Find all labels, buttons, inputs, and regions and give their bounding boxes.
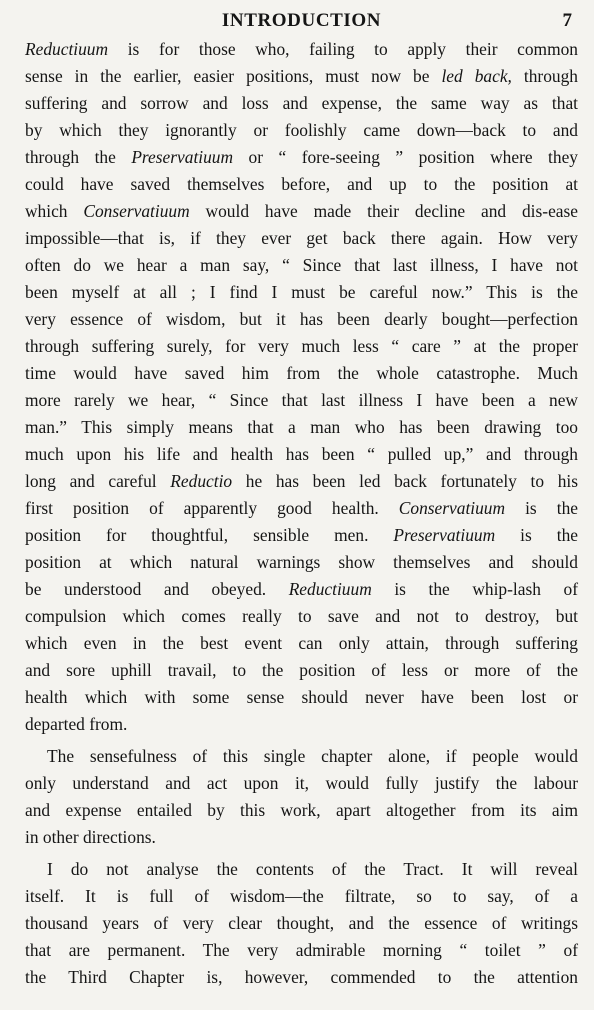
text-line (25, 657, 578, 684)
text-run: much upon his life and health has been “ pulled up,” and through (25, 444, 578, 464)
text-run: time would have saved him from the whole catastrophe. Much (25, 363, 578, 383)
text-run: through suffering surely, for very much less “ care ” at the proper (25, 336, 578, 356)
text-run: or “ fore-seeing ” position where they (233, 147, 579, 167)
text-line (25, 910, 578, 937)
text-run: the Third Chapter is, however, commended to the attention (25, 967, 578, 987)
running-header (25, 6, 578, 36)
paragraph (25, 856, 578, 991)
text-run: and sore uphill travail, to the position of less or more of the (25, 660, 578, 680)
text-run: is the whip-lash of (371, 579, 578, 599)
text-run: position for thoughtful, sensible men. (25, 525, 394, 545)
text-line (25, 603, 578, 630)
text-run: I do not analyse the contents of the Tract. It will reveal (47, 859, 578, 879)
text-line (25, 630, 578, 657)
text-run: suffering and sorrow and loss and expense, the same way as that (25, 93, 578, 113)
italic-term: Reductio (170, 471, 233, 491)
text-line (25, 743, 578, 770)
running-title: INTRODUCTION (221, 10, 382, 31)
text-run: health which with some sense should never have been lost or (25, 687, 578, 707)
text-run: very essence of wisdom, but it has been dearly bought—perfection (25, 309, 578, 329)
paragraph (25, 743, 578, 851)
text-run: is the (495, 525, 579, 545)
text-line (25, 306, 578, 333)
italic-term: Preservatiuum (393, 525, 496, 545)
text-line (25, 90, 578, 117)
italic-term: Reductiuum (25, 39, 109, 59)
text-line (25, 549, 578, 576)
text-line (25, 252, 578, 279)
text-run: thousand years of very clear thought, and the essence of writings (25, 913, 578, 933)
text-line (25, 797, 578, 824)
text-run: in other directions. (25, 827, 156, 847)
text-line (25, 937, 578, 964)
text-run: man.” This simply means that a man who has been drawing too (25, 417, 578, 437)
italic-term: Conservatiuum (398, 498, 506, 518)
text-line (25, 441, 578, 468)
text-run: be understood and obeyed. (25, 579, 289, 599)
text-line (25, 770, 578, 797)
italic-term: led back, (441, 66, 512, 86)
text-run: and expense entailed by this work, apart altogether from its aim (25, 800, 578, 820)
text-line (25, 824, 578, 851)
text-run: itself. It is full of wisdom—the filtrate, so to say, of a (25, 886, 578, 906)
text-run: more rarely we hear, “ Since that last illness I have been a new (25, 390, 578, 410)
text-run: only understand and act upon it, would fully justify the labour (25, 773, 578, 793)
text-run: been myself at all ; I find I must be careful now.” This is the (25, 282, 578, 302)
text-line (25, 117, 578, 144)
text-run: would have made their decline and dis-ease (189, 201, 578, 221)
text-run: he has been led back fortunately to his (232, 471, 578, 491)
text-line (25, 711, 578, 738)
italic-term: Conservatiuum (83, 201, 190, 221)
text-line (25, 576, 578, 603)
text-line (25, 225, 578, 252)
text-line (25, 171, 578, 198)
text-run: position at which natural warnings show themselves and should (25, 552, 578, 572)
page-number: 7 (562, 10, 572, 31)
text-line (25, 414, 578, 441)
text-line (25, 684, 578, 711)
text-run: that are permanent. The very admirable morning “ toilet ” of (25, 940, 578, 960)
text-line (25, 144, 578, 171)
text-run: compulsion which comes really to save and not to destroy, but (25, 606, 578, 626)
text-run: through the (25, 147, 132, 167)
text-run: The sensefulness of this single chapter alone, if people would (47, 746, 578, 766)
text-run: which even in the best event can only attain, through suffering (25, 633, 578, 653)
paragraph (25, 36, 578, 738)
text-run: impossible—that is, if they ever get back there again. How very (25, 228, 578, 248)
text-line (25, 36, 578, 63)
italic-term: Preservatiuum (131, 147, 234, 167)
text-run: is for those who, failing to apply their common (108, 39, 578, 59)
text-run: by which they ignorantly or foolishly came down—back to and (25, 120, 578, 140)
text-line (25, 856, 578, 883)
text-line (25, 279, 578, 306)
text-run: often do we hear a man say, “ Since that last illness, I have not (25, 255, 578, 275)
body-text (25, 36, 578, 991)
text-run: first position of apparently good health. (25, 498, 399, 518)
text-run: long and careful (25, 471, 171, 491)
text-run: is the (505, 498, 578, 518)
text-line (25, 333, 578, 360)
text-line (25, 360, 578, 387)
italic-term: Reductiuum (288, 579, 372, 599)
text-line (25, 387, 578, 414)
text-line (25, 198, 578, 225)
text-run: could have saved themselves before, and up to the position at (25, 174, 578, 194)
text-run: through (511, 66, 578, 86)
text-line (25, 495, 578, 522)
text-line (25, 964, 578, 991)
text-run: departed from. (25, 714, 128, 734)
text-run: which (25, 201, 84, 221)
text-line (25, 468, 578, 495)
text-run: sense in the earlier, easier positions, must now be (25, 66, 442, 86)
text-line (25, 63, 578, 90)
text-line (25, 522, 578, 549)
text-line (25, 883, 578, 910)
